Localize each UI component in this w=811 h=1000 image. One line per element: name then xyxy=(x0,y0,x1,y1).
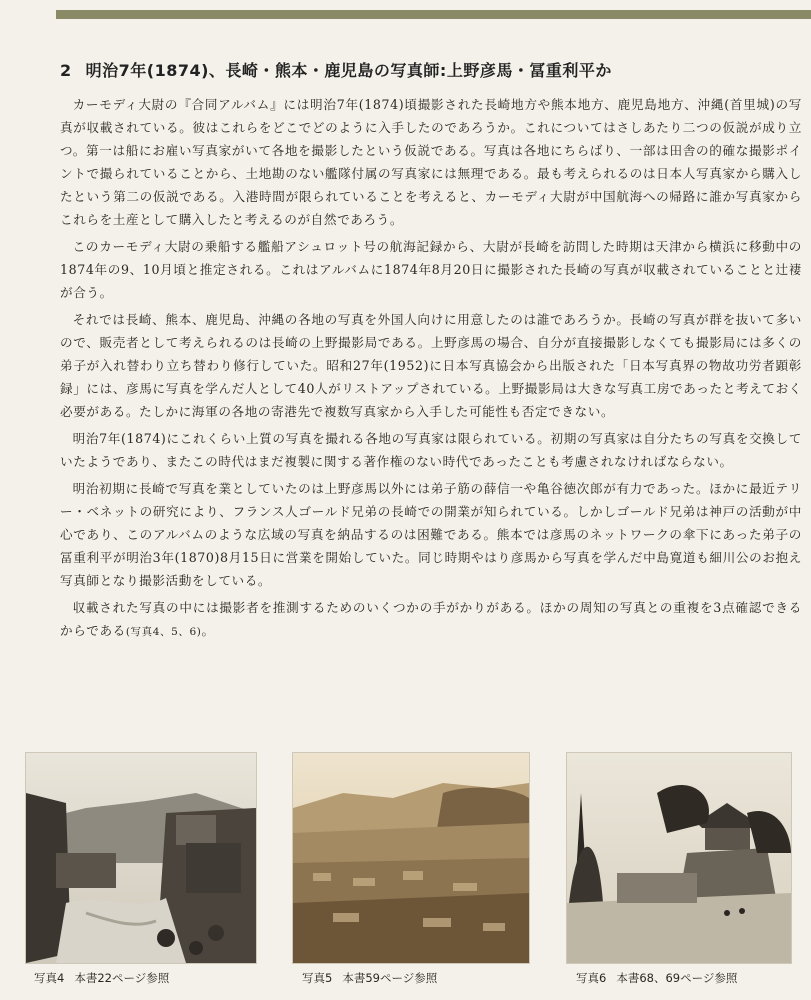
photo-4-river-town xyxy=(25,752,257,964)
photo-4-label: 写真4 xyxy=(34,971,65,985)
paragraph-text: 収載された写真の中には撮影者を推測するためのいくつかの手がかりがある。ほかの周知の写真との重複を3点確認できるからである xyxy=(60,600,802,638)
paragraph: 明治7年(1874)にこれくらい上質の写真を撮れる各地の写真家は限られている。初期の写真家は自分たちの写真を交換していたようであり、またこの時代はまだ複製に関する著作権のない時代であったことも考慮されなければならない。 xyxy=(60,431,802,469)
photo-reference-note: (写真4、5、6) xyxy=(125,626,202,638)
paragraph xyxy=(60,596,802,644)
photo-5-caption xyxy=(302,970,437,986)
photo-row xyxy=(0,752,811,1000)
photo-6-castle xyxy=(566,752,792,964)
section-heading xyxy=(60,58,800,81)
article-body xyxy=(60,93,802,648)
paragraph-end: 。 xyxy=(201,623,215,638)
photo-5-label: 写真5 xyxy=(302,971,333,985)
paragraph: このカーモディ大尉の乗船する艦船アシュロット号の航海記録から、大尉が長崎を訪問した時期は天津から横浜に移動中の1874年の9、10月頃と推定される。これはアルバムに1874年8月20日に撮影された長崎の写真が収載されていることと辻褄が合う。 xyxy=(60,239,802,300)
top-rule xyxy=(56,10,811,19)
photo-4-caption xyxy=(34,970,169,986)
section-title: 明治7年(1874)、長崎・熊本・鹿児島の写真師:上野彦馬・冨重利平か xyxy=(85,61,612,80)
photo-5-image xyxy=(293,753,529,963)
photo-4-image xyxy=(26,753,256,963)
photo-6-reference: 本書68、69ページ参照 xyxy=(616,971,738,985)
photo-4-reference: 本書22ページ参照 xyxy=(74,971,170,985)
paragraph: それでは長崎、熊本、鹿児島、沖縄の各地の写真を外国人向けに用意したのは誰であろうか。長崎の写真が群を抜いて多いので、販売者として考えられるのは長崎の上野撮影局である。上野彦馬の場合、自分が直接撮影しなくても撮影局には多くの弟子が入れ替わり立ち替わり修行していた。昭和27年(1952)に日本写真協会から出版された「日本写真界の物故功労者顕彰録」には、彦馬に写真を学んだ人として40人がリストアップされている。上野撮影局は大きな写真工房であったと考えておく必要がある。たしかに海軍の各地の寄港先で複数写真家から入手した可能性も否定できない。 xyxy=(60,312,802,419)
photo-6-label: 写真6 xyxy=(576,971,607,985)
photo-6-caption xyxy=(576,970,737,986)
photo-6-image xyxy=(567,753,791,963)
paragraph: 明治初期に長崎で写真を業としていたのは上野彦馬以外には弟子筋の薛信一や亀谷徳次郎が有力であった。ほかに最近テリー・ベネットの研究により、フランス人ゴールド兄弟の長崎での開業が知られている。しかしゴールド兄弟は神戸の活動が中心であり、このアルバムのような広域の写真を納品するのは困難である。熊本では彦馬のネットワークの傘下にあった弟子の冨重利平が明治3年(1870)8月15日に営業を開始していた。同じ時期やはり彦馬から写真を学んだ中島寛道も細川公のお抱え写真師となり撮影活動をしている。 xyxy=(60,481,802,588)
photo-5-reference: 本書59ページ参照 xyxy=(342,971,438,985)
paragraph: カーモディ大尉の『合同アルバム』には明治7年(1874)頃撮影された長崎地方や熊本地方、鹿児島地方、沖縄(首里城)の写真が収載されている。彼はこれらをどこでどのように入手したのであろうか。これについてはさしあたり二つの仮説が成り立つ。第一は船にお雇い写真家がいて各地を撮影したという仮説である。写真は各地にちらばり、一部は田舎の的確な撮影ポイントで撮られていることから、土地勘のない艦隊付属の写真家には無理である。最も考えられるのは日本人写真家から購入したという第二の仮説である。入港時間が限られていることを考えると、カーモディ大尉が中国航海への帰路に誰か写真家からこれらを土産として購入したと考えるのが自然であろう。 xyxy=(60,97,802,227)
photo-5-city-view xyxy=(292,752,530,964)
section-number: 2 xyxy=(60,61,72,80)
